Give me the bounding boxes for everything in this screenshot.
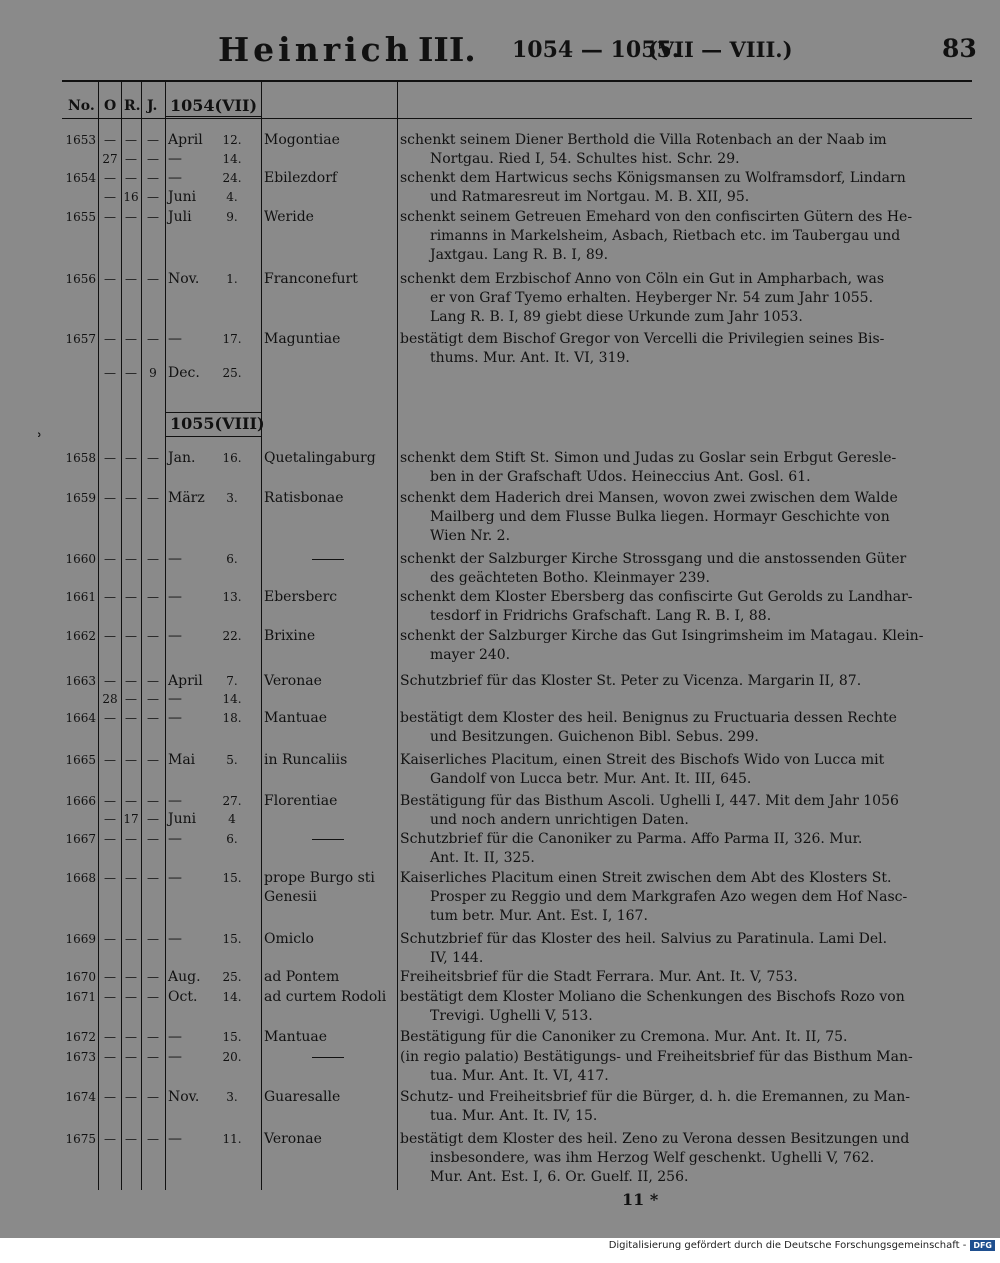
regest-line: Ant. It. II, 325.: [430, 850, 535, 866]
regest-line: Trevigi. Ughelli V, 513.: [430, 1008, 593, 1024]
cell-month: Juni: [168, 189, 197, 205]
cell-r: —: [125, 133, 137, 147]
cell-j: —: [147, 1132, 159, 1146]
header-rule: [62, 118, 972, 119]
cell-j: —: [147, 674, 159, 688]
cell-place: Mogontiae: [264, 132, 340, 148]
cell-r: —: [125, 990, 137, 1004]
regest-line: tesdorf in Fridrichs Grafschaft. Lang R. B. I, 88.: [430, 608, 772, 624]
cell-o: —: [104, 1132, 116, 1146]
cell-o: —: [104, 171, 116, 185]
year-label: 1055(VIII): [170, 414, 265, 433]
cell-o: —: [104, 451, 116, 465]
cell-month: —: [168, 831, 182, 847]
cell-r: —: [125, 1090, 137, 1104]
regest-line: Schutzbrief für das Kloster St. Peter zu Vicenza. Margarin II, 87.: [400, 673, 862, 689]
cell-place: Mantuae: [264, 1029, 327, 1045]
cell-month: Jan.: [168, 450, 196, 466]
regest-text: [400, 330, 970, 368]
page-number: 83: [942, 34, 977, 63]
regest-line: schenkt seinem Getreuen Emehard von den confiscirten Gütern des He-: [400, 209, 913, 225]
regest-text: [400, 270, 970, 327]
entry-number: 1663: [65, 674, 96, 688]
regest-text: [400, 588, 970, 626]
entry-number: 1659: [65, 491, 96, 505]
entry-number: 1668: [65, 871, 96, 885]
cell-r: —: [125, 210, 137, 224]
cell-day: 9.: [226, 210, 238, 224]
regest-text: [400, 930, 970, 968]
regest-line: Freiheitsbrief für die Stadt Ferrara. Mur. Ant. It. V, 753.: [400, 969, 798, 985]
entry-number: 1672: [65, 1030, 96, 1044]
cell-o: —: [104, 629, 116, 643]
cell-month: —: [168, 151, 182, 167]
running-head: [0, 30, 1000, 70]
cell-place: Mantuae: [264, 710, 327, 726]
cell-r: 17: [123, 812, 139, 826]
regest-text: [400, 792, 970, 830]
cell-r: —: [125, 152, 137, 166]
regest-text: [400, 627, 970, 665]
cell-o: —: [104, 794, 116, 808]
cell-o: —: [104, 1030, 116, 1044]
cell-month: —: [168, 551, 182, 567]
regest-line: tua. Mur. Ant. It. IV, 15.: [430, 1108, 598, 1124]
regest-line: bestätigt dem Bischof Gregor von Vercelli die Privilegien seines Bis-: [400, 331, 885, 347]
cell-day: 3.: [226, 1090, 238, 1104]
cell-day: 25.: [222, 970, 242, 984]
regest-line: schenkt dem Stift St. Simon und Judas zu Goslar sein Erbgut Geresle-: [400, 450, 897, 466]
cell-o: —: [104, 711, 116, 725]
regest-line: Gandolf von Lucca betr. Mur. Ant. It. III, 645.: [430, 771, 752, 787]
cell-j: —: [147, 692, 159, 706]
cell-j: —: [147, 552, 159, 566]
cell-j: —: [147, 152, 159, 166]
running-head-title: Heinrich: [218, 30, 413, 69]
col-divider-j: [165, 80, 166, 1190]
cell-o: —: [104, 871, 116, 885]
entry-number: 1661: [65, 590, 96, 604]
cell-month: —: [168, 589, 182, 605]
entry-number: 1670: [65, 970, 96, 984]
cell-place: Guaresalle: [264, 1089, 341, 1105]
regest-line: des geächteten Botho. Kleinmayer 239.: [430, 570, 710, 586]
regest-line: ben in der Grafschaft Udos. Heineccius Ant. Gosl. 61.: [430, 469, 811, 485]
year-label: 1054(VII): [170, 96, 258, 115]
regest-text: [400, 751, 970, 789]
cell-j: —: [147, 832, 159, 846]
cell-o: —: [104, 932, 116, 946]
regest-line: insbesondere, was ihm Herzog Welf geschenkt. Ughelli V, 762.: [430, 1150, 875, 1166]
regest-line: Nortgau. Ried I, 54. Schultes hist. Schr. 29.: [430, 151, 740, 167]
cell-place: Brixine: [264, 628, 316, 644]
cell-r: —: [125, 1132, 137, 1146]
cell-r: —: [125, 590, 137, 604]
footer-text: Digitalisierung gefördert durch die Deutsche Forschungsgemeinschaft -: [608, 1240, 967, 1251]
regest-line: bestätigt dem Kloster des heil. Benignus zu Fructuaria dessen Rechte: [400, 710, 897, 726]
regest-line: schenkt dem Haderich drei Mansen, wovon zwei zwischen dem Walde: [400, 490, 898, 506]
regest-text: [400, 869, 970, 926]
cell-day: 1.: [226, 272, 238, 286]
cell-r: —: [125, 332, 137, 346]
entry-number: 1660: [65, 552, 96, 566]
cell-o: —: [104, 272, 116, 286]
cell-o: —: [104, 133, 116, 147]
cell-r: 16: [123, 190, 139, 204]
cell-day: 17.: [222, 332, 242, 346]
cell-month: —: [168, 691, 182, 707]
cell-day: 15.: [222, 871, 242, 885]
cell-j: —: [147, 812, 159, 826]
cell-day: 11.: [222, 1132, 242, 1146]
cell-r: —: [125, 491, 137, 505]
cell-j: —: [147, 210, 159, 224]
cell-o: —: [104, 332, 116, 346]
cell-month: Juli: [168, 209, 192, 225]
cell-place: ad curtem Rodoli: [264, 989, 387, 1005]
cell-place: Maguntiae: [264, 331, 341, 347]
regest-line: Kaiserliches Placitum einen Streit zwischen dem Abt des Klosters St.: [400, 870, 892, 886]
place-dash: [312, 1057, 344, 1058]
cell-month: April: [168, 673, 203, 689]
regest-line: Bestätigung für die Canoniker zu Cremona. Mur. Ant. It. II, 75.: [400, 1029, 848, 1045]
running-head-roman: III.: [418, 30, 476, 69]
regest-line: Prosper zu Reggio und dem Markgrafen Azo wegen dem Hof Nasc-: [430, 889, 908, 905]
regest-text: [400, 1028, 970, 1047]
cell-day: 15.: [222, 932, 242, 946]
cell-j: —: [147, 451, 159, 465]
cell-day: 5.: [226, 753, 238, 767]
cell-day: 4: [228, 812, 236, 826]
cell-month: Nov.: [168, 271, 200, 287]
regest-line: schenkt der Salzburger Kirche Strossgang und die anstossenden Güter: [400, 551, 907, 567]
cell-day: 7.: [226, 674, 238, 688]
entry-number: 1657: [65, 332, 96, 346]
cell-r: —: [125, 932, 137, 946]
regest-line: er von Graf Tyemo erhalten. Heyberger Nr. 54 zum Jahr 1055.: [430, 290, 874, 306]
cell-j: —: [147, 491, 159, 505]
cell-month: Nov.: [168, 1089, 200, 1105]
cell-o: —: [104, 491, 116, 505]
cell-r: —: [125, 629, 137, 643]
cell-month: —: [168, 170, 182, 186]
cell-day: 25.: [222, 366, 242, 380]
cell-j: —: [147, 711, 159, 725]
cell-r: —: [125, 970, 137, 984]
regest-line: schenkt dem Erzbischof Anno von Cöln ein Gut in Ampharbach, was: [400, 271, 885, 287]
regest-line: schenkt dem Kloster Ebersberg das confiscirte Gut Gerolds zu Landhar-: [400, 589, 913, 605]
cell-day: 22.: [222, 629, 242, 643]
cell-j: —: [147, 629, 159, 643]
cell-day: 15.: [222, 1030, 242, 1044]
entry-number: 1665: [65, 753, 96, 767]
year-label-rule: [166, 436, 261, 437]
cell-o: —: [104, 1090, 116, 1104]
regest-text: [400, 489, 970, 546]
cell-o: —: [104, 970, 116, 984]
entry-number: 1662: [65, 629, 96, 643]
col-divider-date: [261, 80, 262, 1190]
regest-text: [400, 1088, 970, 1126]
regest-line: und Besitzungen. Guichenon Bibl. Sebus. 299.: [430, 729, 759, 745]
cell-j: —: [147, 970, 159, 984]
regest-line: Kaiserliches Placitum, einen Streit des Bischofs Wido von Lucca mit: [400, 752, 885, 768]
regest-text: [400, 208, 970, 265]
cell-j: —: [147, 1090, 159, 1104]
cell-r: —: [125, 272, 137, 286]
regest-line: bestätigt dem Kloster des heil. Zeno zu Verona dessen Besitzungen und: [400, 1131, 910, 1147]
regest-line: Schutzbrief für die Canoniker zu Parma. Affo Parma II, 326. Mur.: [400, 831, 863, 847]
regest-line: Wien Nr. 2.: [430, 528, 511, 544]
cell-j: —: [147, 990, 159, 1004]
cell-r: —: [125, 366, 137, 380]
cell-o: —: [104, 552, 116, 566]
regest-line: Lang R. B. I, 89 giebt diese Urkunde zum Jahr 1053.: [430, 309, 803, 325]
cell-month: —: [168, 1029, 182, 1045]
cell-month: Dec.: [168, 365, 200, 381]
entry-number: 1669: [65, 932, 96, 946]
cell-place: Ebersberc: [264, 589, 338, 605]
entry-number: 1655: [65, 210, 96, 224]
cell-j: —: [147, 133, 159, 147]
cell-j: —: [147, 932, 159, 946]
cell-r: —: [125, 1030, 137, 1044]
entry-number: 1673: [65, 1050, 96, 1064]
cell-month: —: [168, 793, 182, 809]
cell-day: 14.: [222, 990, 242, 1004]
cell-r: —: [125, 674, 137, 688]
regest-text: [400, 550, 970, 588]
cell-j: 9: [149, 366, 157, 380]
regest-line: Jaxtgau. Lang R. B. I, 89.: [430, 247, 609, 263]
dfg-logo: DFG: [970, 1240, 995, 1251]
place-dash: [312, 559, 344, 560]
cell-j: —: [147, 753, 159, 767]
col-header-j: J.: [147, 98, 158, 114]
regest-text: [400, 672, 970, 691]
cell-o: —: [104, 366, 116, 380]
cell-o: —: [104, 990, 116, 1004]
entry-number: 1666: [65, 794, 96, 808]
cell-r: —: [125, 711, 137, 725]
regest-line: Mailberg und dem Flusse Bulka liegen. Hormayr Geschichte von: [430, 509, 890, 525]
table-top-rule: [62, 80, 972, 82]
cell-month: —: [168, 331, 182, 347]
cell-j: —: [147, 871, 159, 885]
cell-month: —: [168, 931, 182, 947]
regest-text: [400, 709, 970, 747]
cell-o: —: [104, 210, 116, 224]
cell-month: Mai: [168, 752, 196, 768]
regest-line: und Ratmaresreut im Nortgau. M. B. XII, 95.: [430, 189, 750, 205]
regest-line: bestätigt dem Kloster Moliano die Schenkungen des Bischofs Rozo von: [400, 989, 905, 1005]
regest-text: [400, 830, 970, 868]
cell-day: 4.: [226, 190, 238, 204]
cell-place: ad Pontem: [264, 969, 340, 985]
cell-day: 16.: [222, 451, 242, 465]
cell-j: —: [147, 590, 159, 604]
cell-month: —: [168, 628, 182, 644]
cell-j: —: [147, 1030, 159, 1044]
cell-o: —: [104, 674, 116, 688]
entry-number: 1654: [65, 171, 96, 185]
cell-month: —: [168, 1131, 182, 1147]
regest-text: [400, 1048, 970, 1086]
regest-line: tum betr. Mur. Ant. Est. I, 167.: [430, 908, 648, 924]
cell-day: 6.: [226, 552, 238, 566]
cell-o: —: [104, 832, 116, 846]
cell-o: —: [104, 753, 116, 767]
entry-number: 1671: [65, 990, 96, 1004]
signature-mark: 11 *: [622, 1190, 659, 1209]
cell-day: 12.: [222, 133, 242, 147]
cell-month: März: [168, 490, 205, 506]
cell-r: —: [125, 832, 137, 846]
regest-text: [400, 1130, 970, 1187]
cell-day: 14.: [222, 152, 242, 166]
cell-month: —: [168, 710, 182, 726]
col-divider-place: [397, 80, 398, 1190]
cell-month: Aug.: [168, 969, 201, 985]
cell-day: 27.: [222, 794, 242, 808]
cell-day: 13.: [222, 590, 242, 604]
regest-line: rimanns in Markelsheim, Asbach, Rietbach etc. im Taubergau und: [430, 228, 901, 244]
cell-day: 3.: [226, 491, 238, 505]
cell-o: —: [104, 590, 116, 604]
regest-line: schenkt dem Hartwicus sechs Königsmansen zu Wolframsdorf, Lindarn: [400, 170, 906, 186]
entry-number: 1674: [65, 1090, 96, 1104]
cell-r: —: [125, 451, 137, 465]
regest-line: mayer 240.: [430, 647, 511, 663]
cell-j: —: [147, 1050, 159, 1064]
cell-r: —: [125, 171, 137, 185]
running-head-period: (VII — VIII.): [648, 37, 793, 62]
regest-text: [400, 988, 970, 1026]
regest-line: tua. Mur. Ant. It. VI, 417.: [430, 1068, 609, 1084]
regest-line: Mur. Ant. Est. I, 6. Or. Guelf. II, 256.: [430, 1169, 689, 1185]
cell-day: 20.: [222, 1050, 242, 1064]
regest-line: schenkt seinem Diener Berthold die Villa Rotenbach an der Naab im: [400, 132, 887, 148]
entry-number: 1658: [65, 451, 96, 465]
cell-o: —: [104, 812, 116, 826]
cell-day: 24.: [222, 171, 242, 185]
year-label-rule: [166, 412, 261, 413]
cell-place: Quetalingaburg: [264, 450, 376, 466]
cell-j: —: [147, 190, 159, 204]
regest-line: IV, 144.: [430, 950, 484, 966]
entry-number: 1653: [65, 133, 96, 147]
cell-month: Juni: [168, 811, 197, 827]
year-label-rule: [166, 116, 261, 117]
entry-number: 1675: [65, 1132, 96, 1146]
margin-mark: ʾ: [37, 430, 43, 451]
regest-line: (in regio palatio) Bestätigungs- und Freiheitsbrief für das Bisthum Man-: [400, 1049, 913, 1065]
cell-r: —: [125, 1050, 137, 1064]
cell-r: —: [125, 794, 137, 808]
cell-o: —: [104, 190, 116, 204]
cell-j: —: [147, 272, 159, 286]
cell-o: 27: [102, 152, 118, 166]
regest-text: [400, 131, 970, 169]
cell-day: 18.: [222, 711, 242, 725]
cell-place: Veronae: [264, 1131, 322, 1147]
regest-line: und noch andern unrichtigen Daten.: [430, 812, 689, 828]
cell-month: Oct.: [168, 989, 198, 1005]
regest-line: Bestätigung für das Bisthum Ascoli. Ughelli I, 447. Mit dem Jahr 1056: [400, 793, 899, 809]
cell-month: —: [168, 1049, 182, 1065]
cell-r: —: [125, 871, 137, 885]
col-header-o: O: [104, 98, 117, 114]
regest-text: [400, 968, 970, 987]
cell-j: —: [147, 794, 159, 808]
cell-o: —: [104, 1050, 116, 1064]
cell-month: —: [168, 870, 182, 886]
cell-place: Omiclo: [264, 931, 314, 947]
cell-place: Franconefurt: [264, 271, 358, 287]
regest-text: [400, 169, 970, 207]
digitization-footer: [0, 1240, 995, 1251]
cell-j: —: [147, 332, 159, 346]
cell-place: Veronae: [264, 673, 322, 689]
cell-place: Weride: [264, 209, 314, 225]
cell-r: —: [125, 753, 137, 767]
cell-place: Ebilezdorf: [264, 170, 338, 186]
cell-month: April: [168, 132, 203, 148]
regest-line: schenkt der Salzburger Kirche das Gut Isingrimsheim im Matagau. Klein-: [400, 628, 924, 644]
col-divider-no: [98, 80, 99, 1190]
cell-r: —: [125, 692, 137, 706]
regest-line: Schutzbrief für das Kloster des heil. Salvius zu Paratinula. Lami Del.: [400, 931, 888, 947]
cell-place: Florentiae: [264, 793, 338, 809]
cell-j: —: [147, 171, 159, 185]
entry-number: 1667: [65, 832, 96, 846]
entry-number: 1656: [65, 272, 96, 286]
cell-place: prope Burgo sti Genesii: [264, 870, 375, 905]
regest-line: Schutz- und Freiheitsbrief für die Bürger, d. h. die Eremannen, zu Man-: [400, 1089, 910, 1105]
cell-day: 14.: [222, 692, 242, 706]
cell-r: —: [125, 552, 137, 566]
col-header-r: R.: [124, 98, 141, 114]
regest-line: thums. Mur. Ant. It. VI, 319.: [430, 350, 630, 366]
col-header-no: No.: [68, 98, 95, 114]
regest-text: [400, 449, 970, 487]
cell-place: Ratisbonae: [264, 490, 344, 506]
cell-o: 28: [102, 692, 118, 706]
entry-number: 1664: [65, 711, 96, 725]
cell-place: in Runcaliis: [264, 752, 348, 768]
running-head-years: 1054 — 1055.: [512, 37, 680, 63]
cell-day: 6.: [226, 832, 238, 846]
place-dash: [312, 839, 344, 840]
